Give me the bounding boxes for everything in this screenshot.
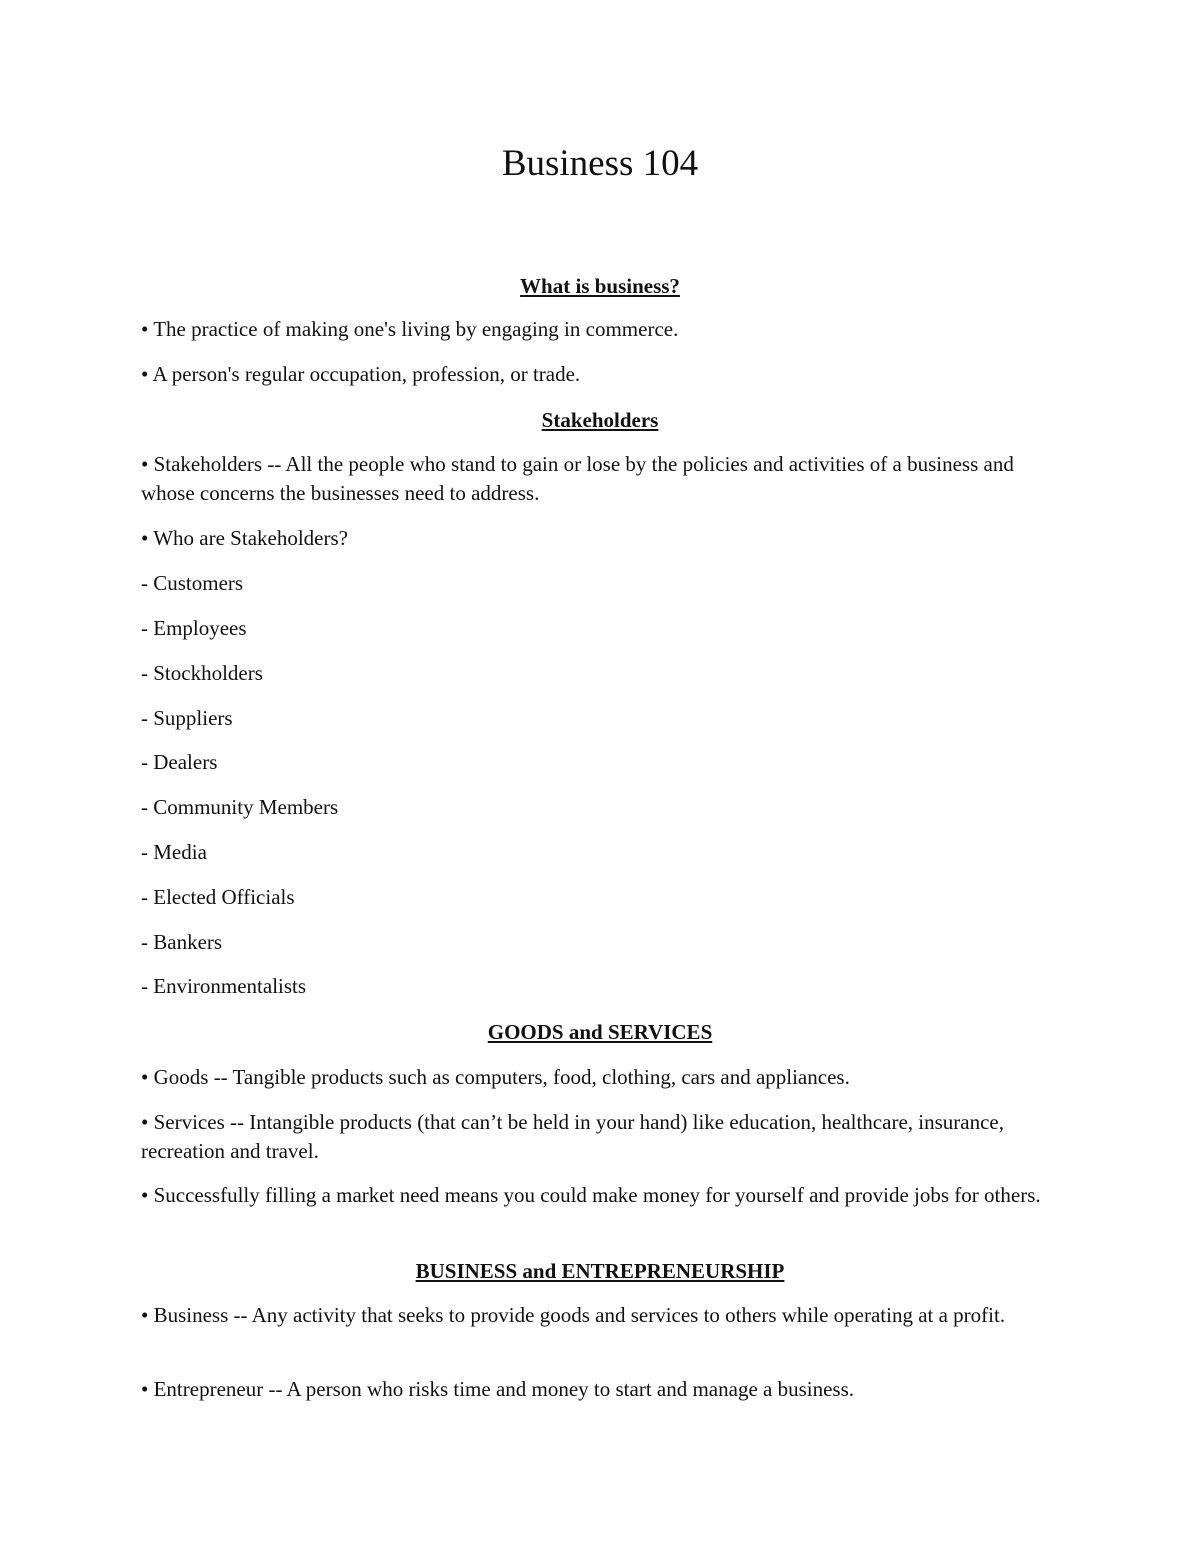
bullet-stakeholders-definition: • Stakeholders -- All the people who stand to gain or lose by the policies and activities of a business and whose concerns the businesses need to address. bbox=[141, 452, 1014, 505]
list-item: - Dealers bbox=[141, 750, 218, 774]
list-item: - Bankers bbox=[141, 930, 223, 954]
list-item: - Stockholders bbox=[141, 661, 263, 685]
list-item: - Environmentalists bbox=[141, 974, 307, 998]
section-heading-stakeholders: Stakeholders bbox=[541, 408, 659, 432]
bullet-occupation: • A person's regular occupation, profession, or trade. bbox=[141, 362, 581, 386]
list-item: - Media bbox=[141, 840, 207, 864]
bullet-business-definition: • Business -- Any activity that seeks to provide goods and services to others while operating at a profit. bbox=[141, 1303, 1006, 1327]
bullet-goods: • Goods -- Tangible products such as computers, food, clothing, cars and appliances. bbox=[141, 1065, 850, 1089]
list-item: - Elected Officials bbox=[141, 885, 295, 909]
bullet-who-are-stakeholders: • Who are Stakeholders? bbox=[141, 526, 348, 550]
bullet-market-need: • Successfully filling a market need means you could make money for yourself and provide jobs for others. bbox=[141, 1183, 1041, 1207]
bullet-commerce: • The practice of making one's living by engaging in commerce. bbox=[141, 317, 679, 341]
section-heading-what-is-business: What is business? bbox=[520, 274, 680, 298]
bullet-services: • Services -- Intangible products (that can’t be held in your hand) like education, healthcare, insurance, recreation and travel. bbox=[141, 1110, 1004, 1163]
bullet-entrepreneur-definition: • Entrepreneur -- A person who risks time and money to start and manage a business. bbox=[141, 1377, 855, 1401]
list-item: - Employees bbox=[141, 616, 247, 640]
section-heading-goods-services: GOODS and SERVICES bbox=[487, 1020, 713, 1044]
list-item: - Customers bbox=[141, 571, 244, 595]
document-title: Business 104 bbox=[501, 143, 699, 184]
list-item: - Community Members bbox=[141, 795, 339, 819]
section-heading-business-entrepreneurship: BUSINESS and ENTREPRENEURSHIP bbox=[415, 1259, 785, 1283]
list-item: - Suppliers bbox=[141, 706, 233, 730]
